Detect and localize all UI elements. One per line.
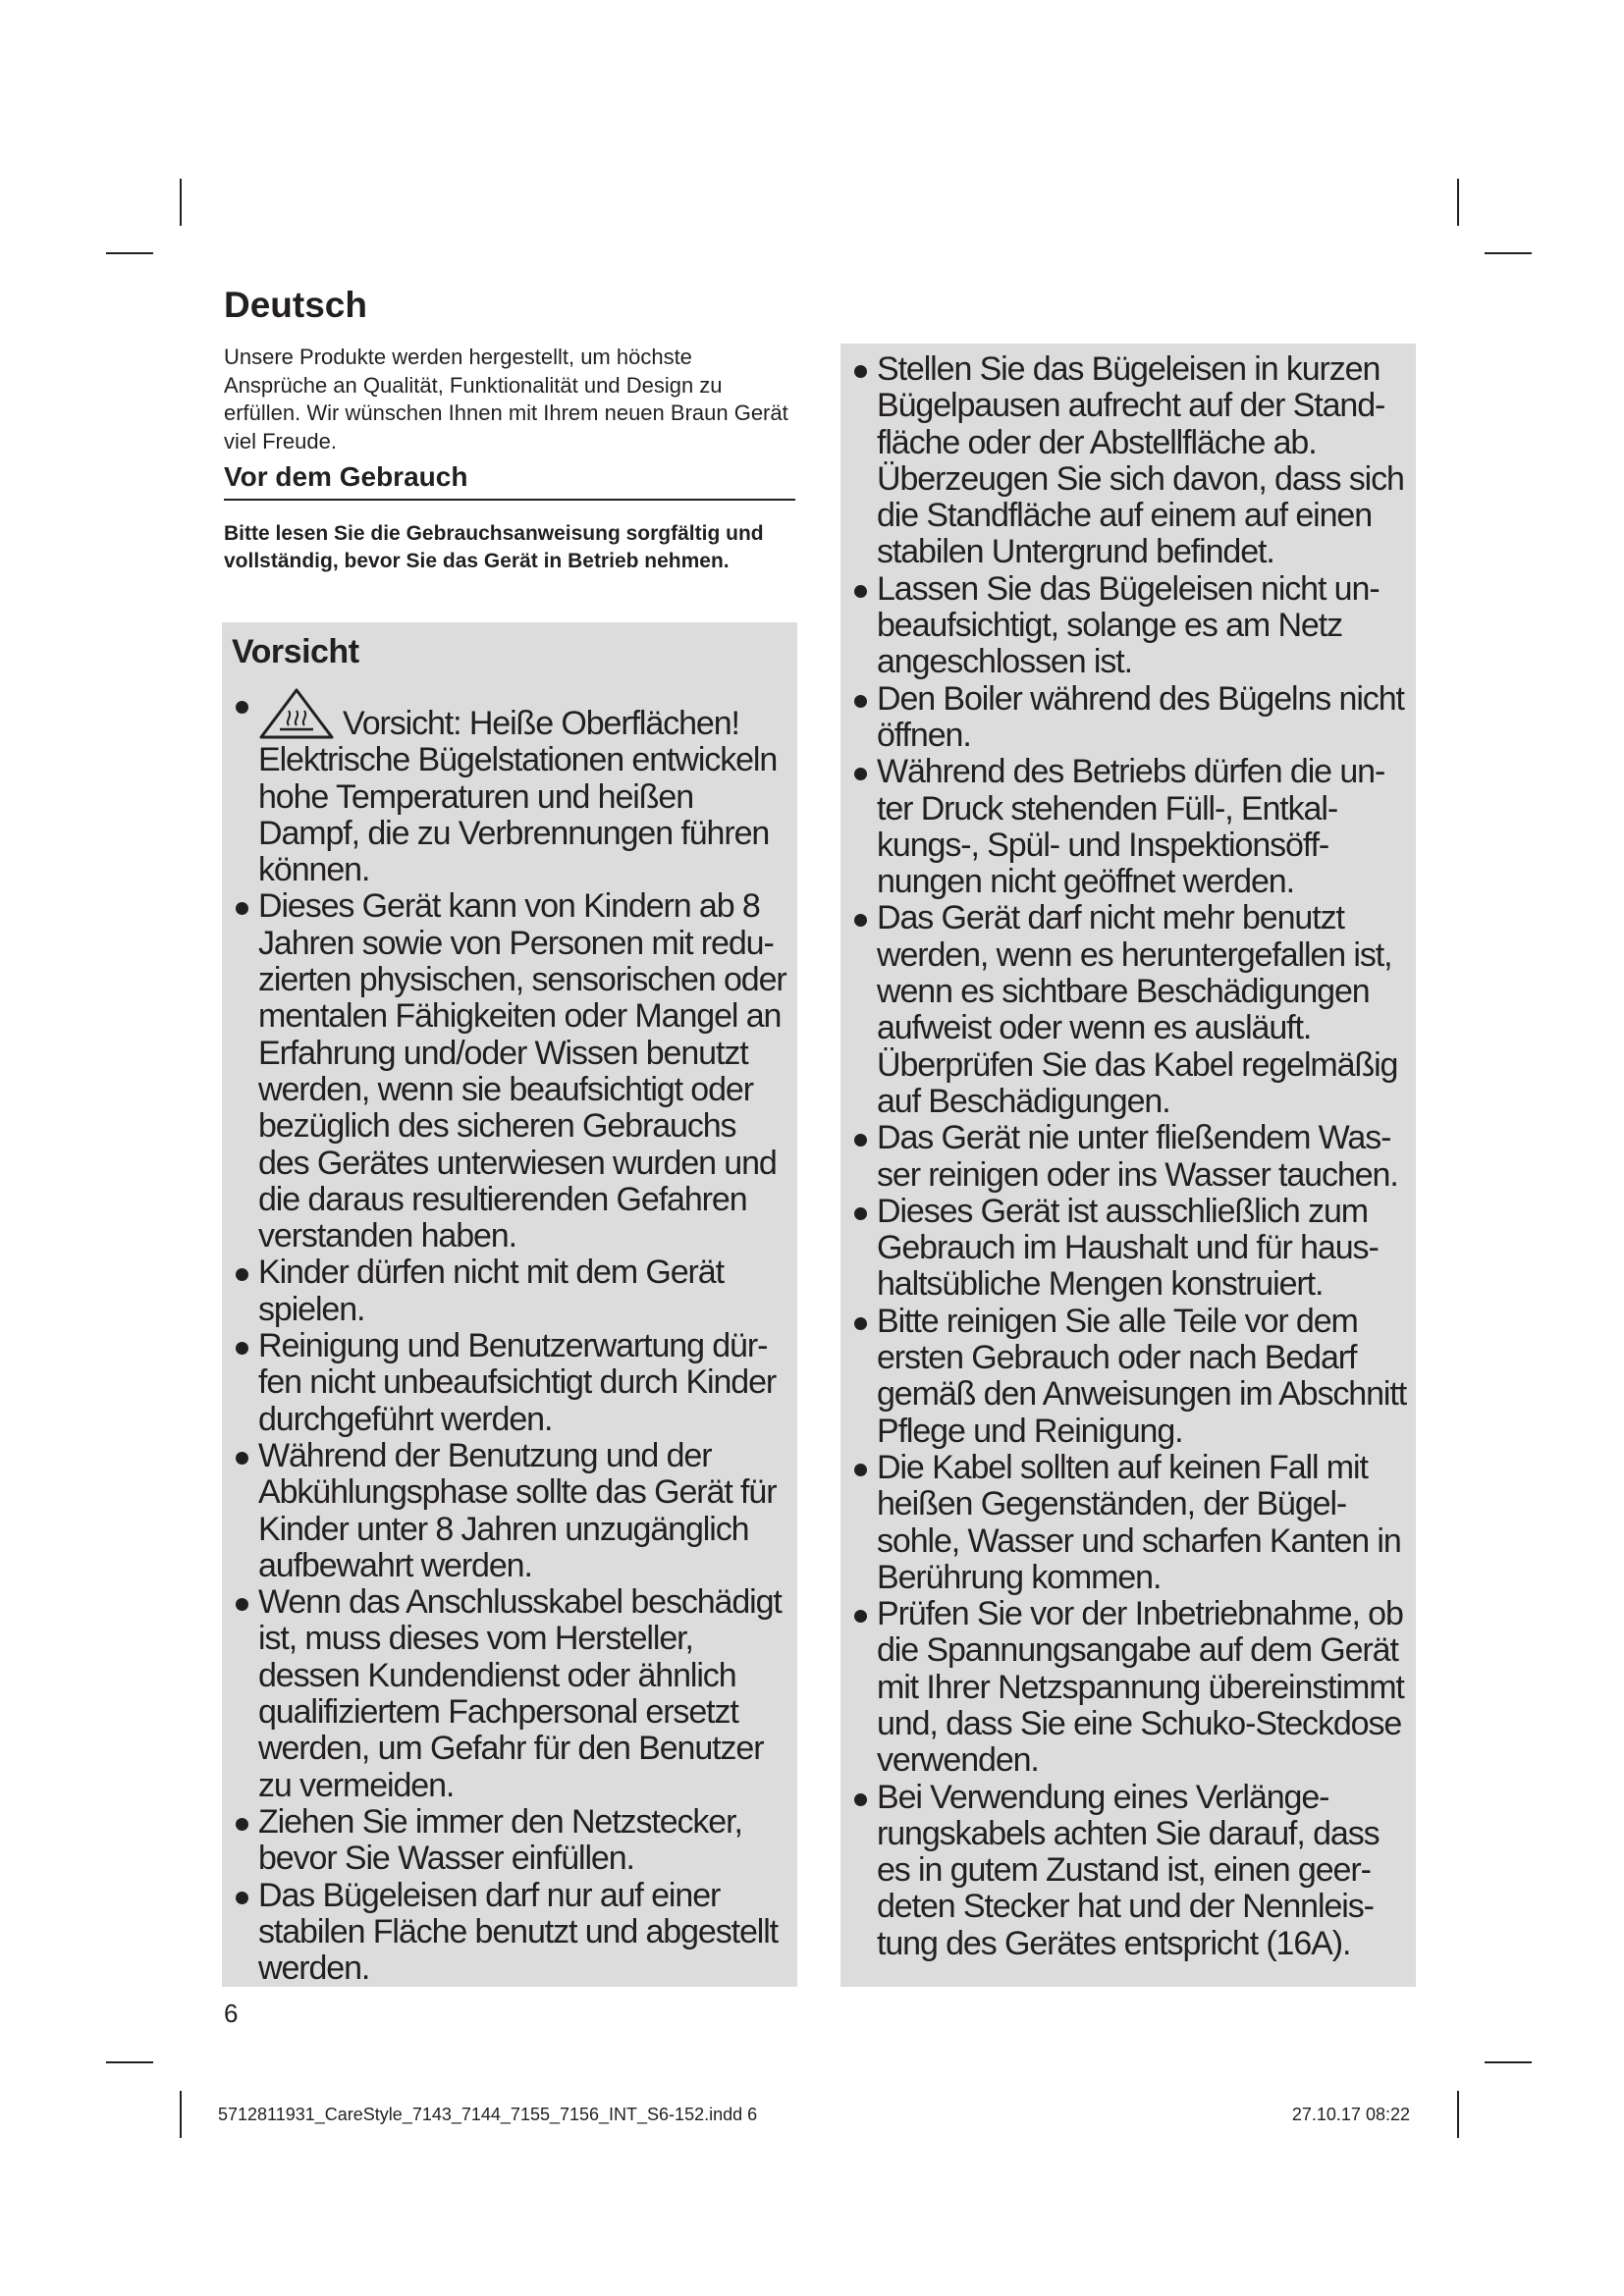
safety-list [850,351,1408,1962]
hot-surface-warning-icon [258,687,335,740]
caution-item: Das Bügeleisen darf nur auf einer stabilen Fläche benutzt und abgestellt werden. [232,1878,789,1988]
crop-mark-top-left-vertical [180,179,182,226]
caution-item-hot-surface [232,687,789,888]
caution-item-text: Vorsicht: Heiße Oberflächen! Elektrische Bügelstationen entwickeln hohe Temperaturen und heißen Dampf, die zu Verbrennungen führen können. [258,705,778,889]
caution-item: Reinigung und Benutzerwartung dürfen nicht unbeaufsichtigt durch Kinder durchgeführt werden. [232,1328,789,1438]
caution-item: Während der Benutzung und der Abkühlungsphase sollte das Gerät für Kinder unter 8 Jahren unzugänglich aufbewahrt werden. [232,1438,789,1584]
crop-mark-bottom-right-horizontal [1485,2061,1532,2063]
caution-item: Dieses Gerät kann von Kindern ab 8 Jahren sowie von Personen mit reduzierten physischen, sensorischen oder mentalen Fähigkeiten oder Mangel an Erfahrung und/oder Wissen benutzt werden, wenn sie beaufsichtigt oder bezüglich des sicheren Gebrauchs des Gerätes unterwiesen wurden und die daraus resultierenden Gefahren verstanden haben. [232,888,789,1255]
intro-paragraph: Unsere Produkte werden hergestellt, um höchste Ansprüche an Qualität, Funktionalität und Design zu erfüllen. Wir wünschen Ihnen mit Ihrem neuen Braun Gerät viel Freude. [224,345,788,454]
footer-file-name: 5712811931_CareStyle_7143_7144_7155_7156_INT_S6-152.indd 6 [218,2105,758,2124]
safety-item: Bei Verwendung eines Verlängerungskabels achten Sie darauf, dass es in gutem Zustand ist, einen geerdeten Stecker hat und der Nennleistung des Gerätes entspricht (16A). [850,1780,1408,1962]
caution-panel [222,622,797,1987]
read-instructions-notice: Bitte lesen Sie die Gebrauchsanweisung sorgfältig und vollständig, bevor Sie das Gerät in Betrieb nehmen. [224,522,764,572]
crop-mark-top-right-vertical [1457,179,1459,226]
crop-mark-bottom-left-vertical [180,2091,182,2138]
caution-list [232,687,789,1987]
safety-item: Die Kabel sollten auf keinen Fall mit heißen Gegenständen, der Bügelsohle, Wasser und scharfen Kanten in Berührung kommen. [850,1450,1408,1596]
safety-item: Lassen Sie das Bügeleisen nicht unbeaufsichtigt, solange es am Netz angeschlossen ist. [850,571,1408,681]
crop-mark-bottom-right-vertical [1457,2091,1459,2138]
caution-title: Vorsicht [232,633,359,670]
caution-item: Kinder dürfen nicht mit dem Gerät spielen. [232,1255,789,1328]
safety-item: Das Gerät darf nicht mehr benutzt werden, wenn es heruntergefallen ist, wenn es sichtbare Beschädigungen aufweist oder wenn es ausläuft. Überprüfen Sie das Kabel regelmäßig auf Beschädigungen. [850,900,1408,1120]
safety-item: Während des Betriebs dürfen die unter Druck stehenden Füll-, Entkalkungs-, Spül- und Inspektionsöffnungen nicht geöffnet werden. [850,754,1408,900]
caution-item: Wenn das Anschlusskabel beschädigt ist, muss dieses vom Hersteller, dessen Kundendienst oder ähnlich qualifiziertem Fachpersonal ersetzt werden, um Gefahr für den Benutzer zu vermeiden. [232,1584,789,1804]
safety-item: Stellen Sie das Bügeleisen in kurzen Bügelpausen aufrecht auf der Standfläche oder der Abstellfläche ab. Überzeugen Sie sich davon, dass sich die Standfläche auf einem auf einen stabilen Untergrund befindet. [850,351,1408,571]
safety-item: Dieses Gerät ist ausschließlich zum Gebrauch im Haushalt und für haushaltsübliche Mengen konstruiert. [850,1194,1408,1304]
safety-item: Den Boiler während des Bügelns nicht öffnen. [850,681,1408,755]
crop-mark-top-right-horizontal [1485,252,1532,254]
section-heading: Vor dem Gebrauch [224,461,795,501]
safety-item: Bitte reinigen Sie alle Teile vor dem ersten Gebrauch oder nach Bedarf gemäß den Anweisungen im Abschnitt Pflege und Reinigung. [850,1304,1408,1450]
safety-item: Das Gerät nie unter fließendem Wasser reinigen oder ins Wasser tauchen. [850,1120,1408,1194]
crop-mark-bottom-left-horizontal [106,2061,153,2063]
crop-mark-top-left-horizontal [106,252,153,254]
footer-date: 27.10.17 08:22 [1291,2105,1410,2124]
safety-item: Prüfen Sie vor der Inbetriebnahme, ob die Spannungsangabe auf dem Gerät mit Ihrer Netzspannung übereinstimmt und, dass Sie eine Schuko-Steckdose verwenden. [850,1596,1408,1779]
caution-item: Ziehen Sie immer den Netzstecker, bevor Sie Wasser einfüllen. [232,1804,789,1878]
language-heading: Deutsch [224,285,367,325]
page-number: 6 [224,1999,239,2028]
safety-panel [840,344,1416,1987]
